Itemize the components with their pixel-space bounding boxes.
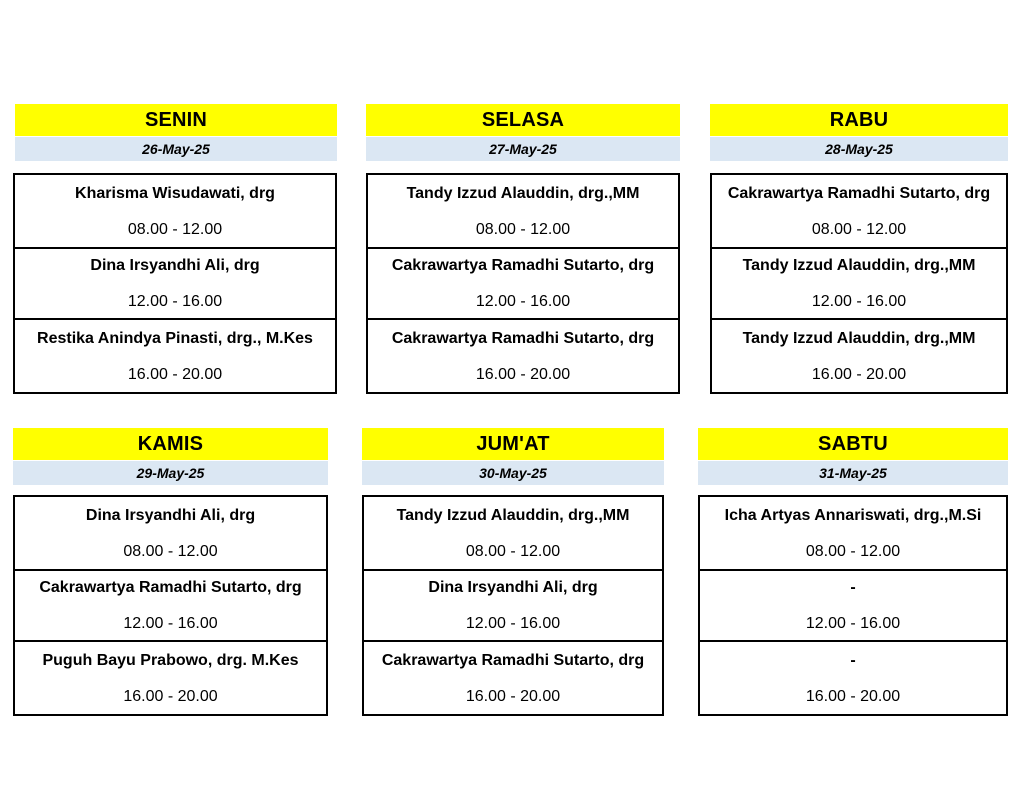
- doctor-name: Cakrawartya Ramadhi Sutarto, drg: [391, 257, 655, 274]
- time-range: 16.00 - 20.00: [475, 366, 571, 383]
- time-range: 16.00 - 20.00: [123, 688, 218, 705]
- doctor-name: Tandy Izzud Alauddin, drg.,MM: [742, 330, 976, 347]
- time-range: 12.00 - 16.00: [123, 615, 218, 632]
- doctor-name: Icha Artyas Annariswati, drg.,M.Si: [724, 507, 982, 524]
- doctor-name: Tandy Izzud Alauddin, drg.,MM: [396, 507, 630, 524]
- doctor-name: Kharisma Wisudawati, drg: [75, 185, 275, 202]
- day-block-selasa: [366, 104, 680, 394]
- time-range: 08.00 - 12.00: [123, 543, 218, 560]
- schedule-slot: [15, 175, 335, 248]
- day-date: 29-May-25: [13, 461, 328, 485]
- day-block-kamis: [13, 428, 328, 718]
- schedule-slot: [368, 175, 678, 248]
- schedule-table: [710, 173, 1008, 394]
- time-range: 08.00 - 12.00: [465, 543, 561, 560]
- doctor-name: Cakrawartya Ramadhi Sutarto, drg: [39, 579, 302, 596]
- day-header: SELASA: [366, 104, 680, 136]
- schedule-table: [366, 173, 680, 394]
- schedule-slot: [712, 175, 1006, 248]
- day-date: 30-May-25: [362, 461, 664, 485]
- time-range: 12.00 - 16.00: [811, 293, 907, 310]
- schedule-slot: [364, 497, 662, 570]
- day-date: 31-May-25: [698, 461, 1008, 485]
- time-range: 08.00 - 12.00: [127, 221, 223, 238]
- schedule-table: [13, 173, 337, 394]
- time-range: 12.00 - 16.00: [127, 293, 223, 310]
- day-block-jumat: [362, 428, 664, 718]
- time-range: 16.00 - 20.00: [465, 688, 561, 705]
- doctor-name: Tandy Izzud Alauddin, drg.,MM: [406, 185, 640, 202]
- schedule-slot: [712, 247, 1006, 320]
- doctor-name: Cakrawartya Ramadhi Sutarto, drg: [727, 185, 991, 202]
- schedule-slot: [700, 640, 1006, 714]
- schedule-slot: [368, 318, 678, 392]
- schedule-slot: [15, 640, 326, 714]
- day-block-senin: [15, 104, 337, 394]
- schedule-slot: [364, 640, 662, 714]
- schedule-table: [362, 495, 664, 716]
- schedule-table: [698, 495, 1008, 716]
- time-range: 16.00 - 20.00: [127, 366, 223, 383]
- schedule-slot: [700, 497, 1006, 570]
- doctor-name: Tandy Izzud Alauddin, drg.,MM: [742, 257, 976, 274]
- doctor-name: Dina Irsyandhi Ali, drg: [85, 507, 256, 524]
- time-range: 08.00 - 12.00: [475, 221, 571, 238]
- doctor-name: Cakrawartya Ramadhi Sutarto, drg: [381, 652, 645, 669]
- schedule-slot: [15, 497, 326, 570]
- schedule-slot: [364, 569, 662, 642]
- time-range: 12.00 - 16.00: [475, 293, 571, 310]
- doctor-name: -: [850, 652, 856, 669]
- time-range: 12.00 - 16.00: [805, 615, 901, 632]
- doctor-name: Puguh Bayu Prabowo, drg. M.Kes: [42, 652, 299, 669]
- schedule-slot: [15, 569, 326, 642]
- time-range: 12.00 - 16.00: [465, 615, 561, 632]
- time-range: 08.00 - 12.00: [805, 543, 901, 560]
- schedule-slot: [15, 318, 335, 392]
- day-header: SENIN: [15, 104, 337, 136]
- day-date: 27-May-25: [366, 137, 680, 161]
- schedule-slot: [15, 247, 335, 320]
- doctor-name: Dina Irsyandhi Ali, drg: [90, 257, 260, 274]
- time-range: 16.00 - 20.00: [811, 366, 907, 383]
- doctor-name: Cakrawartya Ramadhi Sutarto, drg: [391, 330, 655, 347]
- day-date: 26-May-25: [15, 137, 337, 161]
- time-range: 08.00 - 12.00: [811, 221, 907, 238]
- doctor-name: Restika Anindya Pinasti, drg., M.Kes: [37, 330, 313, 347]
- schedule-slot: [368, 247, 678, 320]
- day-header: JUM'AT: [362, 428, 664, 460]
- day-date: 28-May-25: [710, 137, 1008, 161]
- doctor-name: Dina Irsyandhi Ali, drg: [428, 579, 598, 596]
- schedule-slot: [700, 569, 1006, 642]
- doctor-name: -: [850, 579, 856, 596]
- day-header: RABU: [710, 104, 1008, 136]
- schedule-table: [13, 495, 328, 716]
- time-range: 16.00 - 20.00: [805, 688, 901, 705]
- schedule-slot: [712, 318, 1006, 392]
- day-block-sabtu: [698, 428, 1008, 718]
- day-header: KAMIS: [13, 428, 328, 460]
- day-header: SABTU: [698, 428, 1008, 460]
- day-block-rabu: [710, 104, 1008, 394]
